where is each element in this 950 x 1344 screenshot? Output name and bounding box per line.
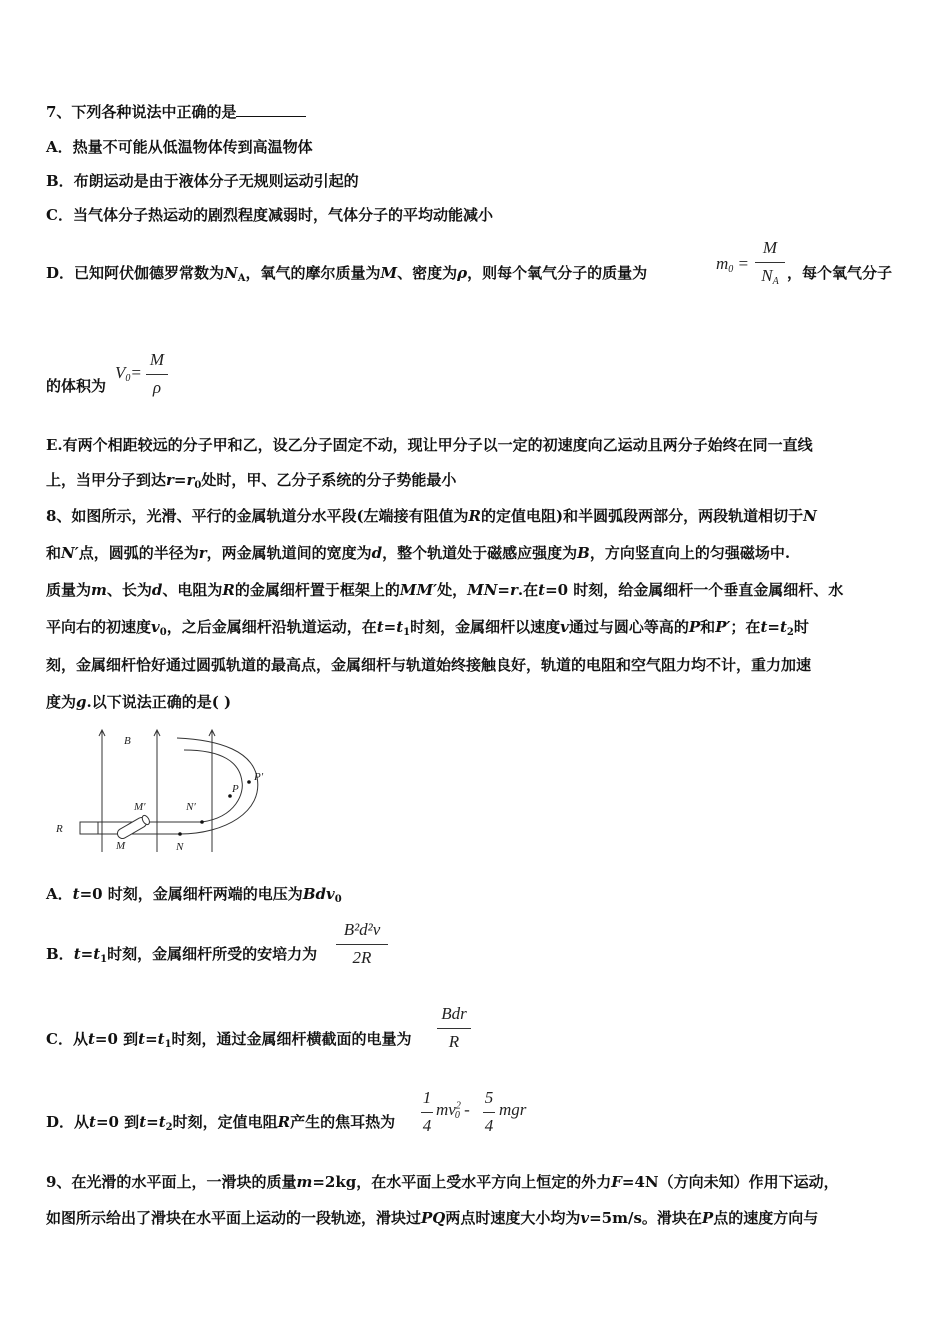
answer-blank[interactable] — [236, 102, 306, 117]
v0-formula-lhs: $V_0=$ — [115, 363, 142, 384]
resistor-R — [80, 822, 98, 834]
q8-option-d: D．从t=0 到$t=t_2$时刻，定值电阻R产生的焦耳热为 — [46, 1113, 396, 1133]
q7-option-e-line1: E.有两个相距较远的分子甲和乙，设乙分子固定不动，现让甲分子以一定的初速度向乙运动且两分子始终在同一直线 — [46, 436, 813, 454]
q8-option-a: A．t=0 时刻，金属细杆两端的电压为Bdv$_0$ — [46, 885, 342, 905]
label-P-prime: P′ — [254, 771, 264, 783]
q7-option-c: C．当气体分子热运动的剧烈程度减弱时，气体分子的平均动能减小 — [46, 206, 493, 224]
label-R: R — [56, 823, 63, 835]
point-N-prime — [200, 820, 204, 824]
q9-stem-line1: 9、在光滑的水平面上，一滑块的质量m=2kg，在水平面上受水平方向上恒定的外力F=4N（方向未知）作用下运动， — [46, 1173, 839, 1191]
label-M: M — [116, 840, 126, 852]
q9-stem-line2: 如图所示给出了滑块在水平面上运动的一段轨迹，滑块过PQ两点时速度大小均为v=5m/s。滑块在P点的速度方向与 — [46, 1209, 819, 1227]
label-N: N — [176, 841, 184, 853]
q7-stem: 7、下列各种说法中正确的是 — [46, 102, 306, 122]
label-N-prime: N′ — [186, 801, 196, 813]
q7-option-a: A．热量不可能从低温物体传到高温物体 — [46, 138, 313, 156]
rail-circuit-figure — [52, 722, 282, 857]
q8-option-c: C．从t=0 到$t=t_1$时刻，通过金属细杆横截面的电量为 — [46, 1030, 412, 1050]
point-N — [178, 832, 182, 836]
option-d-term-2: mgr — [499, 1100, 527, 1119]
arc-outer — [177, 738, 258, 834]
point-P-prime — [247, 780, 251, 784]
q7-option-e-line2: 上，当甲分子到达$r=r_0$处时，甲、乙分子系统的分子势能最小 — [46, 471, 457, 491]
m0-formula-lhs: $m_0$ = — [716, 254, 750, 275]
label-M-prime: M′ — [134, 801, 146, 813]
q7-option-b: B．布朗运动是由于液体分子无规则运动引起的 — [46, 172, 359, 190]
label-B: B — [124, 735, 131, 747]
q8-stem-line6: 度为g.以下说法正确的是( ) — [46, 693, 232, 711]
q8-stem-line3: 质量为m、长为d、电阻为R的金属细杆置于框架上的MM′处，MN=r.在t=0 时刻，给金属细杆一个垂直金属细杆、水 — [46, 581, 844, 599]
q8-stem-line4: 平向右的初速度$v_0$，之后金属细杆沿轨道运动，在$t=t_1$时刻，金属细杆以速度v通过与圆心等高的P和P′；在$t=t_2$时 — [46, 618, 809, 638]
q7-option-d-line2: 的体积为 — [46, 377, 107, 395]
option-d-term-1: $mv^2_0$ - — [436, 1100, 470, 1121]
metal-rod — [116, 814, 151, 840]
q7-option-d: D．已知阿伏伽德罗常数为$N_A$，氧气的摩尔质量为M、密度为ρ，则每个氧气分子的质量为 — [46, 264, 648, 284]
q7-option-d-tail: ，每个氧气分子 — [787, 264, 893, 282]
label-P: P — [232, 783, 239, 795]
q8-stem-line2: 和N′点，圆弧的半径为r，两金属轨道间的宽度为d，整个轨道处于磁感应强度为B，方向竖直向上的匀强磁场中. — [46, 544, 791, 562]
q8-stem-line1: 8、如图所示，光滑、平行的金属轨道分水平段(左端接有阻值为R的定值电阻)和半圆弧段两部分，两段轨道相切于N — [46, 507, 817, 525]
q8-option-b: B．$t=t_1$时刻，金属细杆所受的安培力为 — [46, 945, 318, 965]
q8-stem-line5: 刻，金属细杆恰好通过圆弧轨道的最高点，金属细杆与轨道始终接触良好，轨道的电阻和空气阻力均不计，重力加速 — [46, 656, 812, 674]
